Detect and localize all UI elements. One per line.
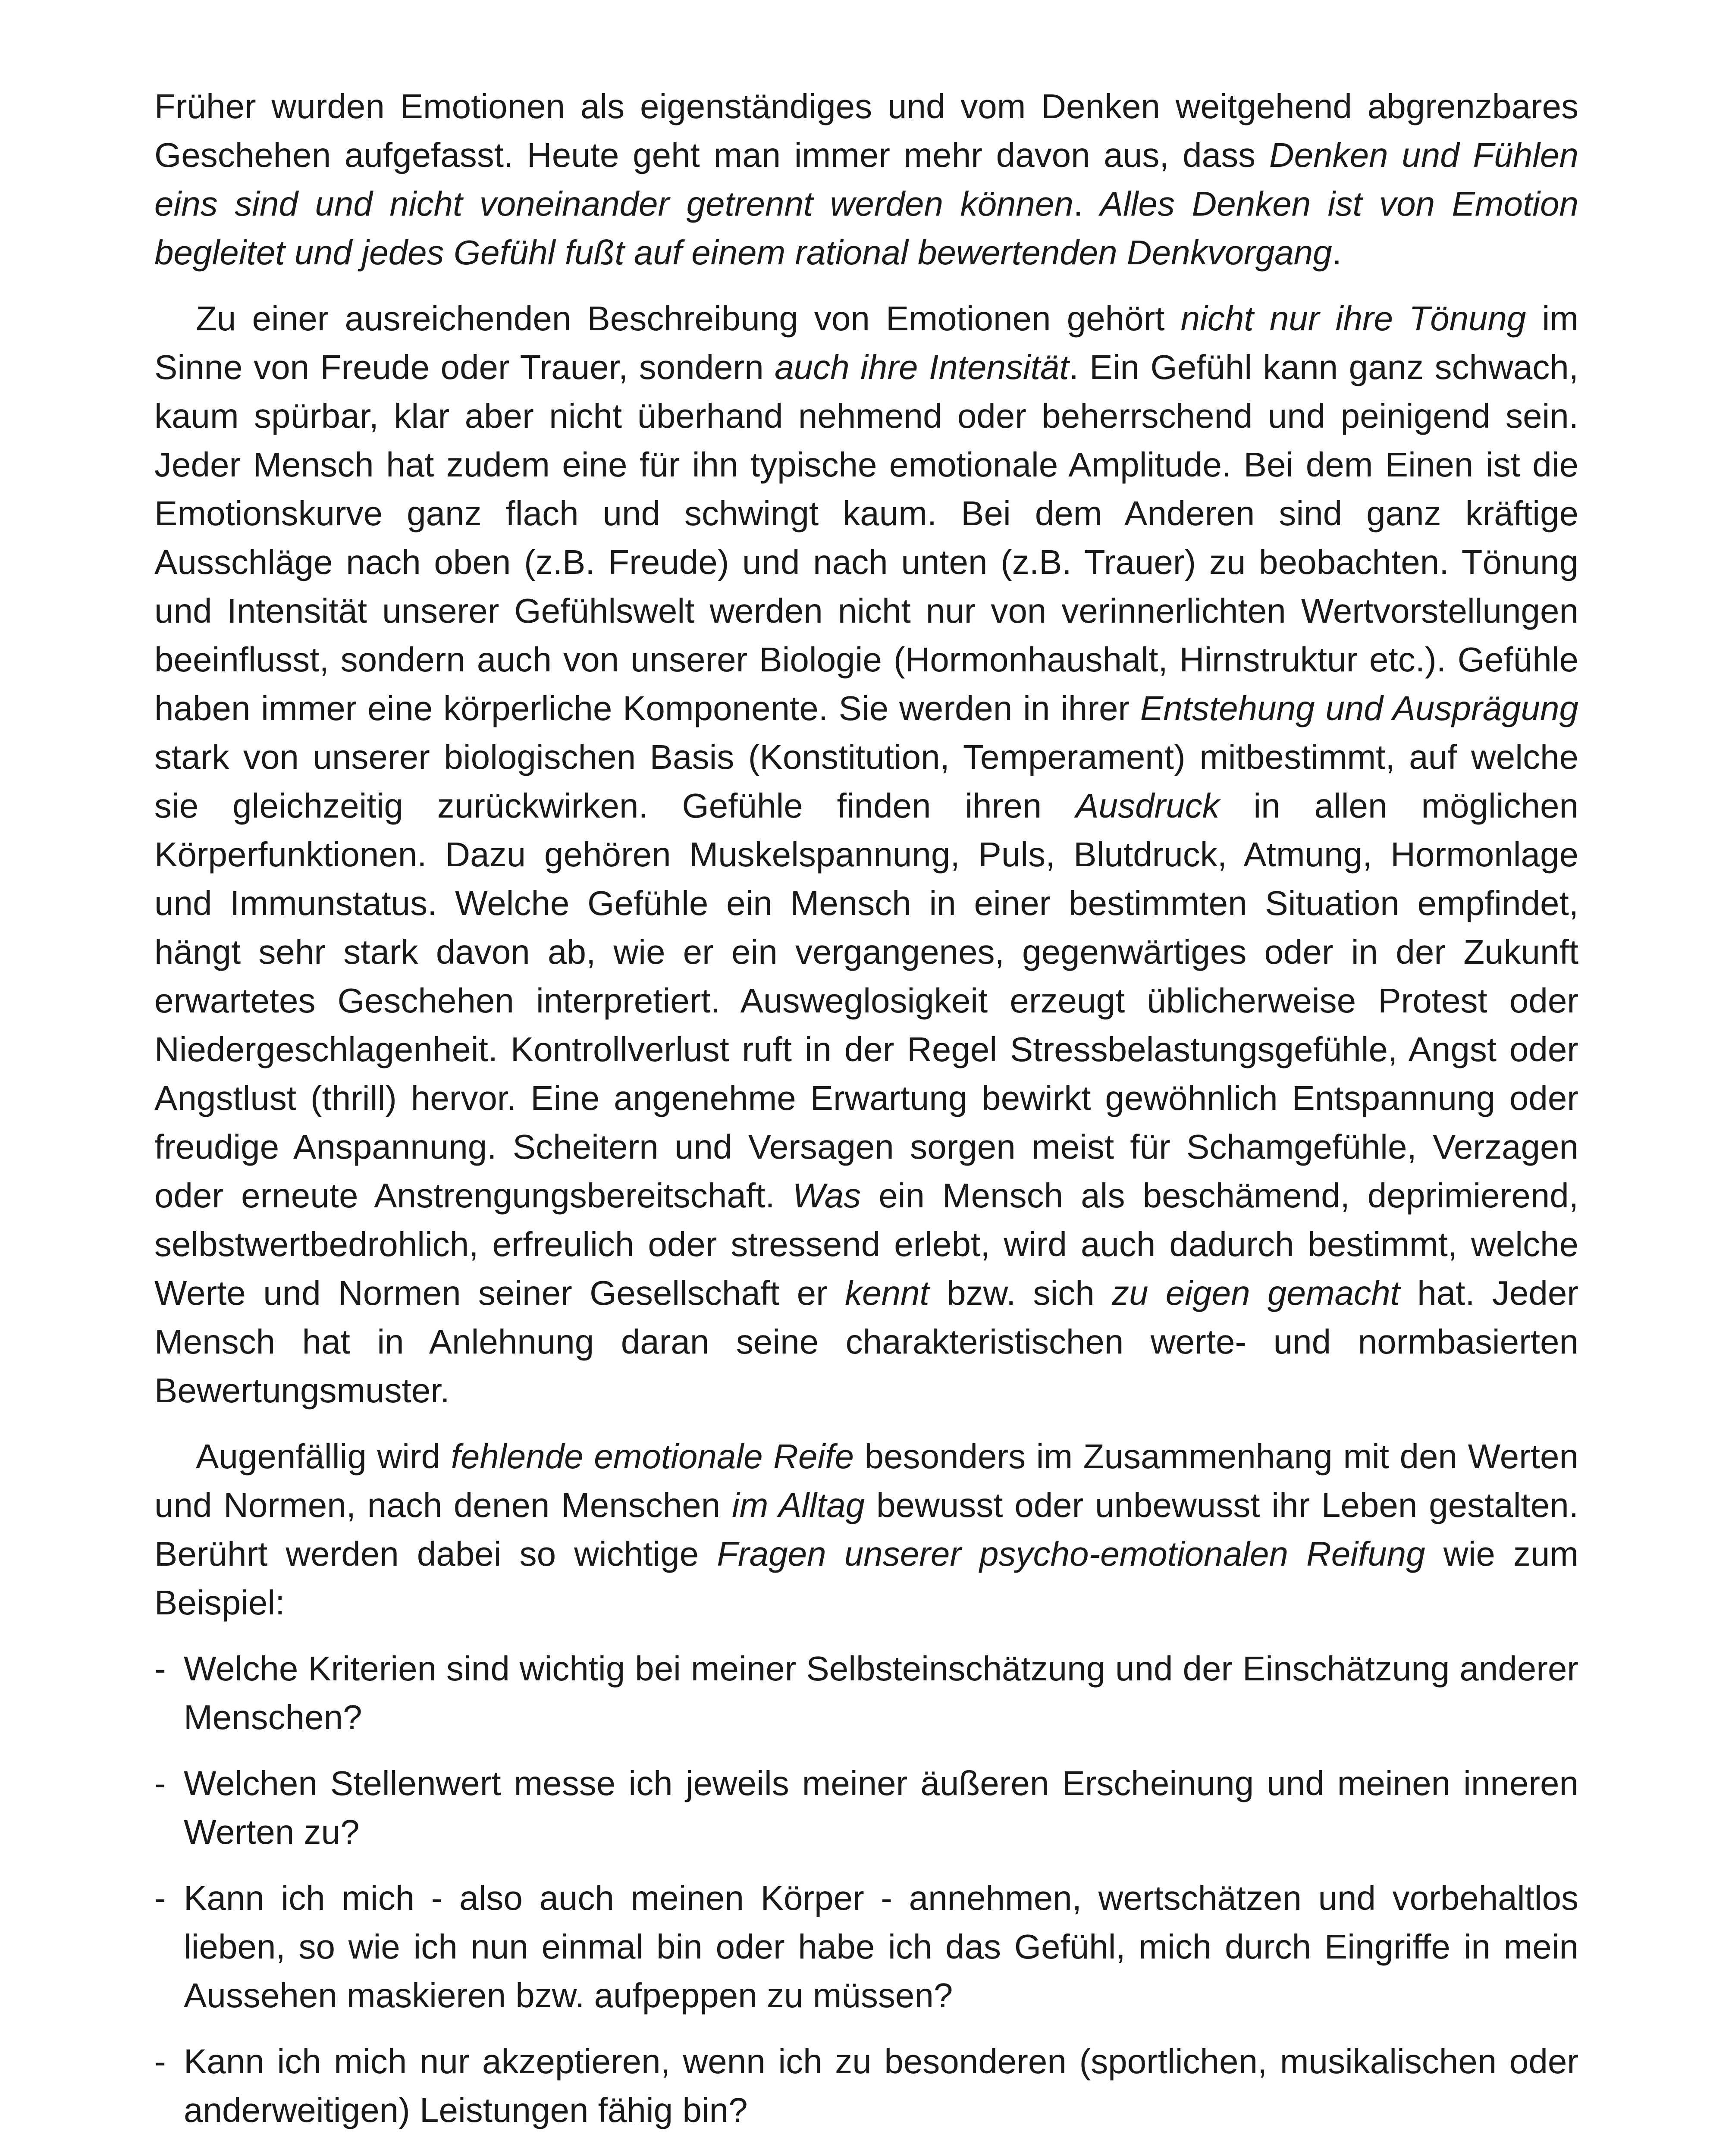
paragraph bbox=[154, 294, 1578, 1415]
paragraph-text: . bbox=[1073, 185, 1100, 223]
list-item-text: Welche Kriterien sind wichtig bei meiner Selbsteinschätzung und der Einschätzung anderer Menschen? bbox=[184, 1649, 1578, 1736]
list-marker: - bbox=[154, 1649, 166, 1688]
paragraph-text: wie zum Beispiel: bbox=[154, 1535, 1578, 1622]
paragraph-text: besonders im Zusammenhang mit den Werten und Normen, nach denen Menschen bbox=[154, 1437, 1579, 1524]
page-body bbox=[154, 82, 1578, 2152]
paragraph-text: hat. Jeder Mensch hat in Anlehnung daran seine charakteristischen werte- und normbasierten Bewertungsmuster. bbox=[154, 1274, 1578, 1410]
emphasis-text: auch ihre Intensität bbox=[775, 348, 1069, 386]
emphasis-text: Fragen unserer psycho-emotionalen Reifung bbox=[717, 1535, 1425, 1573]
paragraph-text: bewusst oder unbewusst ihr Leben gestalten. Berührt werden dabei so wichtige bbox=[154, 1486, 1578, 1573]
list-item bbox=[154, 1644, 1578, 1742]
body-text bbox=[154, 82, 1578, 1627]
emphasis-text: Entstehung und Ausprägung bbox=[1140, 689, 1579, 727]
list-item bbox=[154, 1874, 1578, 2020]
list-item bbox=[154, 2037, 1578, 2134]
list-item-text: Kann ich mich - also auch meinen Körper - annehmen, wertschätzen und vorbehaltlos lieben, so wie ich nun einmal bin oder habe ich das Gefühl, mich durch Eingriffe in mein Aussehen maskieren bzw. aufpeppen zu müssen? bbox=[184, 1879, 1578, 2015]
paragraph-text: Zu einer ausreichenden Beschreibung von Emotionen gehört bbox=[196, 299, 1181, 338]
emphasis-text: Ausdruck bbox=[1076, 787, 1220, 825]
emphasis-text: kennt bbox=[845, 1274, 929, 1312]
paragraph-text: in allen möglichen Körperfunktionen. Dazu gehören Muskelspannung, Puls, Blutdruck, Atmung, Hormonlage und Immunstatus. Welche Gefühle ein Mensch in einer bestimmten Situation empfindet, hängt sehr stark davon ab, wie er ein vergangenes, gegenwärtiges oder in der Zukunft erwartetes Geschehen interpretiert. Ausweglosigkeit erzeugt üblicherweise Protest oder Niedergeschlagenheit. Kontrollverlust ruft in der Regel Stressbelastungsgefühle, Angst oder Angstlust (thrill) hervor. Eine angenehme Erwartung bewirkt gewöhnlich Entspannung oder freudige Anspannung. Scheitern und Versagen sorgen meist für Schamgefühle, Verzagen oder erneute Anstrengungsbereitschaft. bbox=[154, 787, 1578, 1215]
list-marker: - bbox=[154, 2042, 166, 2081]
paragraph-text: Früher wurden Emotionen als eigenständiges und vom Denken weitgehend abgrenzbares Geschehen aufgefasst. Heute geht man immer mehr davon aus, dass bbox=[154, 87, 1578, 174]
paragraph-text: im Sinne von Freude oder Trauer, sondern bbox=[154, 299, 1579, 386]
emphasis-text: fehlende emotionale Reife bbox=[451, 1437, 854, 1476]
list-marker: - bbox=[154, 1879, 166, 1917]
list-item-text: Welchen Stellenwert messe ich jeweils meiner äußeren Erscheinung und meinen inneren Werten zu? bbox=[184, 1764, 1578, 1851]
emphasis-text: im Alltag bbox=[731, 1486, 865, 1524]
emphasis-text: Alles Denken ist von Emotion begleitet und jedes Gefühl fußt auf einem rational bewertenden Denkvorgang bbox=[154, 185, 1579, 272]
paragraph-text: Augenfällig wird bbox=[196, 1437, 451, 1476]
paragraph bbox=[154, 1432, 1578, 1627]
question-list bbox=[154, 1644, 1578, 2134]
list-marker: - bbox=[154, 1764, 166, 1802]
paragraph-text: bzw. sich bbox=[929, 1274, 1112, 1312]
paragraph bbox=[154, 82, 1578, 277]
list-item-text: Kann ich mich nur akzeptieren, wenn ich zu besonderen (sportlichen, musikalischen oder anderweitigen) Leistungen fähig bin? bbox=[184, 2042, 1578, 2129]
paragraph-text: . bbox=[1332, 233, 1342, 272]
list-item bbox=[154, 1759, 1578, 1856]
emphasis-text: Denken und Fühlen eins sind und nicht voneinander getrennt werden können bbox=[154, 136, 1579, 223]
paragraph-text: . Ein Gefühl kann ganz schwach, kaum spürbar, klar aber nicht überhand nehmend oder beherrschend und peinigend sein. Jeder Mensch hat zudem eine für ihn typische emotionale Amplitude. Bei dem Einen ist die Emotionskurve ganz flach und schwingt kaum. Bei dem Anderen sind ganz kräftige Ausschläge nach oben (z.B. Freude) und nach unten (z.B. Trauer) zu beobachten. Tönung und Intensität unserer Gefühlswelt werden nicht nur von verinnerlichten Wertvorstellungen beeinflusst, sondern auch von unserer Biologie (Hormonhaushalt, Hirnstruktur etc.). Gefühle haben immer eine körperliche Komponente. Sie werden in ihrer bbox=[154, 348, 1579, 727]
paragraph-text: ein Mensch als beschämend, deprimierend, selbstwertbedrohlich, erfreulich oder stressend erlebt, wird auch dadurch bestimmt, welche Werte und Normen seiner Gesellschaft er bbox=[154, 1176, 1578, 1312]
emphasis-text: Was bbox=[792, 1176, 861, 1215]
emphasis-text: nicht nur ihre Tönung bbox=[1180, 299, 1526, 338]
paragraph-text: stark von unserer biologischen Basis (Konstitution, Temperament) mitbestimmt, auf welche sie gleichzeitig zurückwirken. Gefühle finden ihren bbox=[154, 738, 1578, 825]
emphasis-text: zu eigen gemacht bbox=[1112, 1274, 1400, 1312]
